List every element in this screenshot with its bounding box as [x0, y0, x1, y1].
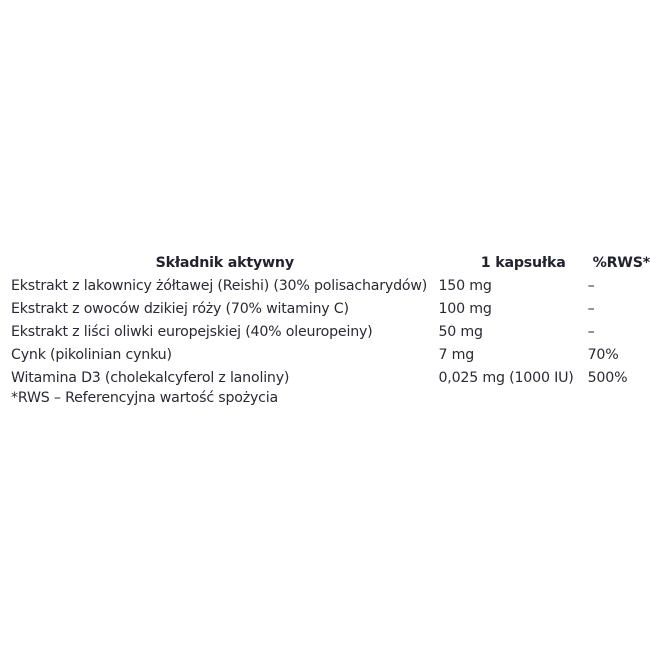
ingredient-rws: – [587, 300, 595, 317]
table-row [11, 274, 650, 297]
header-rws: %RWS* [592, 254, 650, 271]
ingredient-name: Ekstrakt z lakownicy żółtawej (Reishi) (30% polisacharydów) [11, 277, 428, 294]
ingredient-name: Cynk (pikolinian cynku) [11, 346, 172, 363]
ingredient-amount: 100 mg [438, 300, 492, 317]
table-row [11, 297, 650, 320]
header-ingredient: Składnik aktywny [155, 254, 294, 271]
ingredient-amount: 50 mg [438, 323, 483, 340]
footnote: *RWS – Referencyjna wartość spożycia [11, 390, 279, 406]
table-row [11, 320, 650, 343]
ingredient-name: Witamina D3 (cholekalcyferol z lanoliny) [11, 369, 290, 386]
ingredient-rws: – [587, 277, 595, 294]
ingredient-rws: 500% [587, 369, 628, 386]
table-row [11, 343, 650, 366]
ingredient-name: Ekstrakt z liści oliwki europejskiej (40% oleuropeiny) [11, 323, 373, 340]
ingredient-rws: – [587, 323, 595, 340]
ingredient-amount: 150 mg [438, 277, 492, 294]
ingredient-amount: 7 mg [438, 346, 475, 363]
table-header-row [11, 251, 650, 274]
ingredient-rws: 70% [587, 346, 619, 363]
header-per-capsule: 1 kapsułka [480, 254, 566, 271]
ingredient-amount: 0,025 mg (1000 IU) [438, 369, 574, 386]
ingredient-name: Ekstrakt z owoców dzikiej róży (70% witaminy C) [11, 300, 349, 317]
table-row [11, 366, 650, 389]
nutrition-table [11, 251, 650, 389]
